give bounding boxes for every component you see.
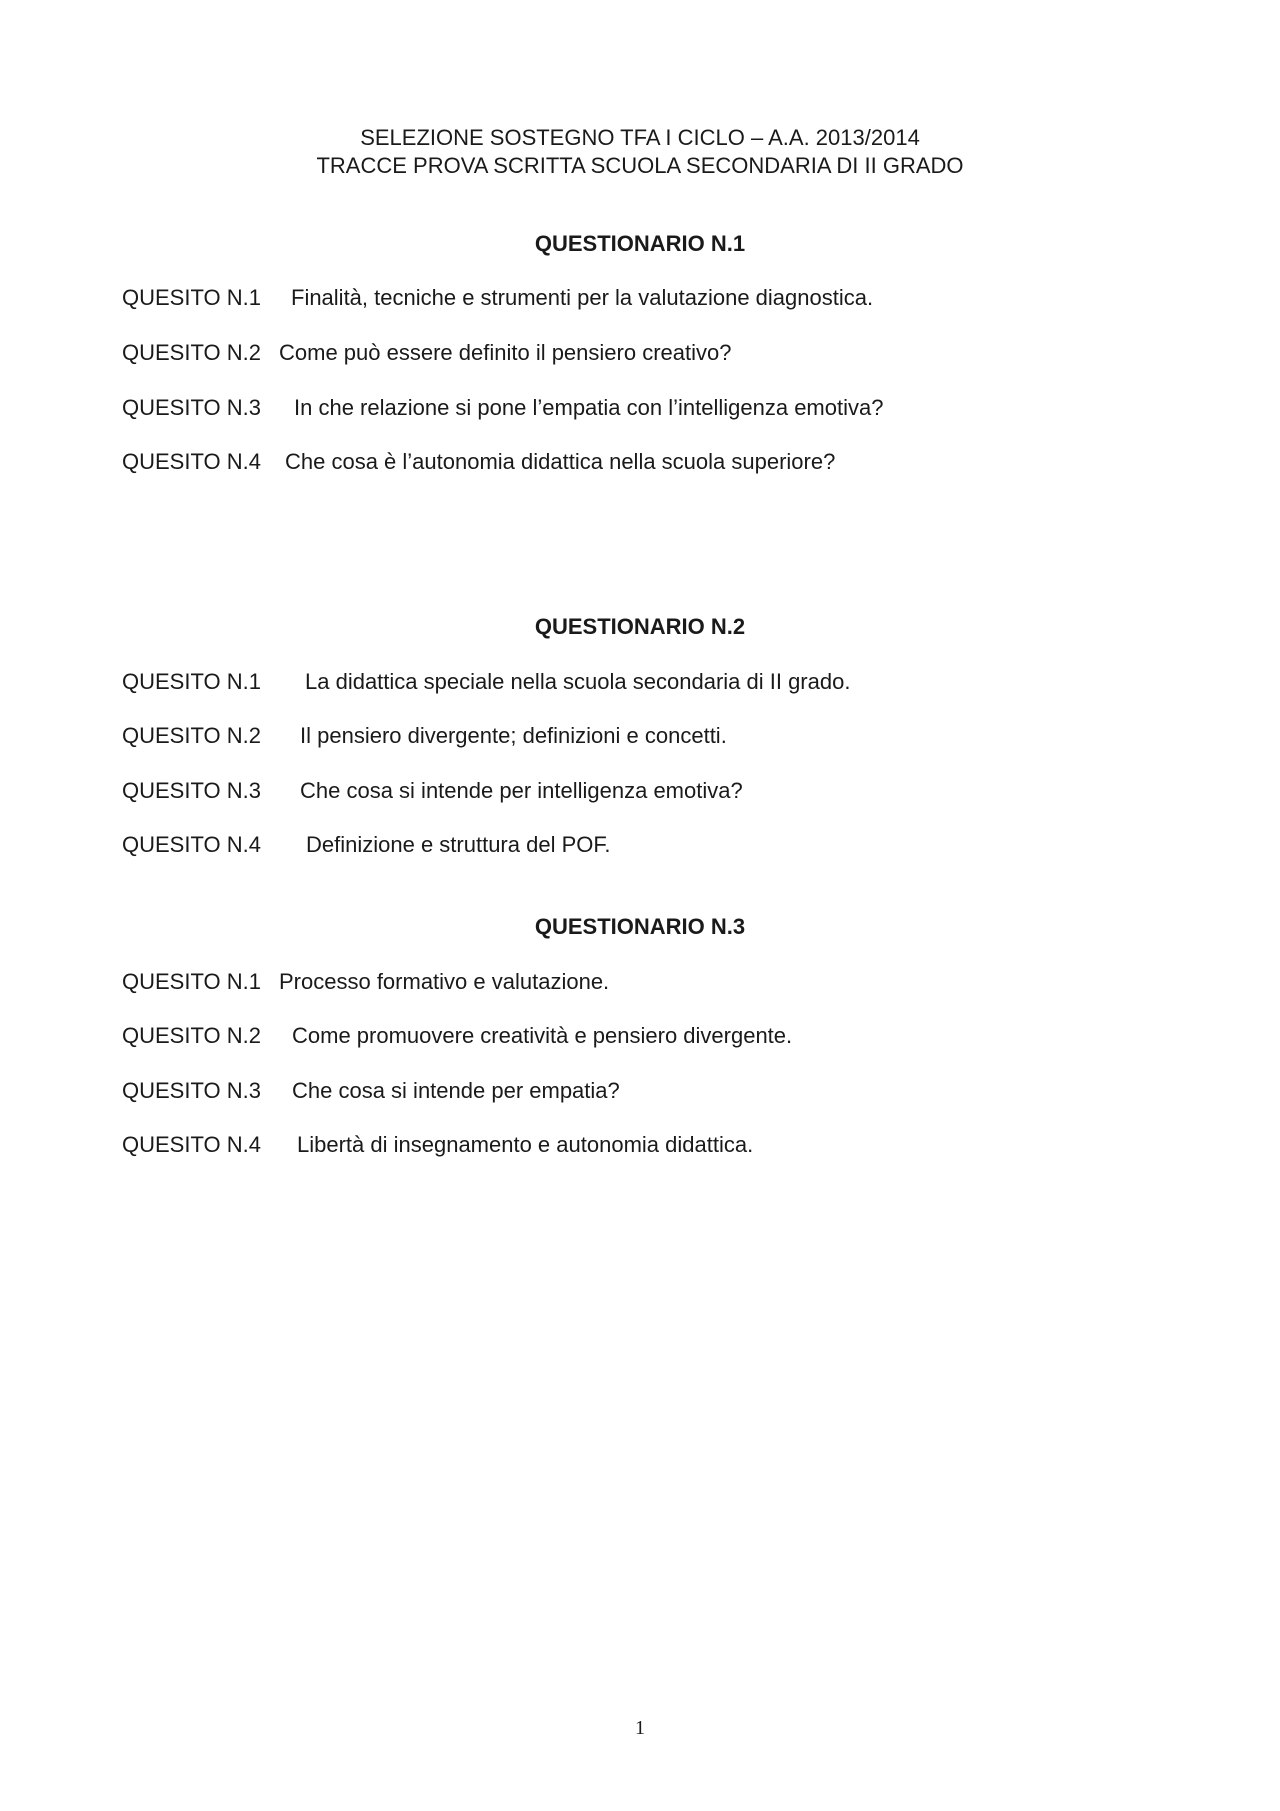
question-text: In che relazione si pone l’empatia con l’intelligenza emotiva? xyxy=(294,395,884,420)
question-label: QUESITO N.2 xyxy=(122,723,261,748)
question-row xyxy=(122,831,610,859)
question-row xyxy=(122,1022,792,1050)
question-label: QUESITO N.1 xyxy=(122,969,261,994)
question-row xyxy=(122,1077,620,1105)
header-line-2: TRACCE PROVA SCRITTA SCUOLA SECONDARIA DI II GRADO xyxy=(316,153,964,178)
question-row xyxy=(122,394,883,422)
question-text: Processo formativo e valutazione. xyxy=(279,969,610,994)
question-label: QUESITO N.2 xyxy=(122,340,261,365)
question-text: Finalità, tecniche e strumenti per la valutazione diagnostica. xyxy=(291,285,874,310)
question-label: QUESITO N.3 xyxy=(122,778,261,803)
question-text: Libertà di insegnamento e autonomia didattica. xyxy=(297,1132,754,1157)
question-text: Che cosa si intende per empatia? xyxy=(292,1078,620,1103)
header-line-1: SELEZIONE SOSTEGNO TFA I CICLO – A.A. 2013/2014 xyxy=(360,125,920,150)
question-row xyxy=(122,1131,753,1159)
question-label: QUESITO N.3 xyxy=(122,395,261,420)
question-label: QUESITO N.2 xyxy=(122,1023,261,1048)
question-row xyxy=(122,339,731,367)
question-text: La didattica speciale nella scuola secondaria di II grado. xyxy=(305,669,851,694)
question-text: Il pensiero divergente; definizioni e concetti. xyxy=(300,723,727,748)
question-row xyxy=(122,668,850,696)
question-label: QUESITO N.4 xyxy=(122,1132,261,1157)
page-number: 1 xyxy=(635,1717,645,1739)
question-label: QUESITO N.4 xyxy=(122,832,261,857)
question-text: Come può essere definito il pensiero creativo? xyxy=(279,340,732,365)
section-title: QUESTIONARIO N.1 xyxy=(534,231,746,256)
question-row xyxy=(122,968,609,996)
question-label: QUESITO N.1 xyxy=(122,669,261,694)
question-text: Definizione e struttura del POF. xyxy=(306,832,611,857)
question-label: QUESITO N.1 xyxy=(122,285,261,310)
question-row xyxy=(122,777,743,805)
question-text: Che cosa si intende per intelligenza emotiva? xyxy=(300,778,743,803)
question-row xyxy=(122,284,873,312)
question-row xyxy=(122,722,727,750)
section-title: QUESTIONARIO N.2 xyxy=(534,614,746,639)
question-label: QUESITO N.4 xyxy=(122,449,261,474)
section-title: QUESTIONARIO N.3 xyxy=(534,914,746,939)
question-label: QUESITO N.3 xyxy=(122,1078,261,1103)
question-text: Come promuovere creatività e pensiero divergente. xyxy=(292,1023,793,1048)
document-header xyxy=(0,124,1280,180)
question-text: Che cosa è l’autonomia didattica nella scuola superiore? xyxy=(285,449,836,474)
question-row xyxy=(122,448,835,476)
